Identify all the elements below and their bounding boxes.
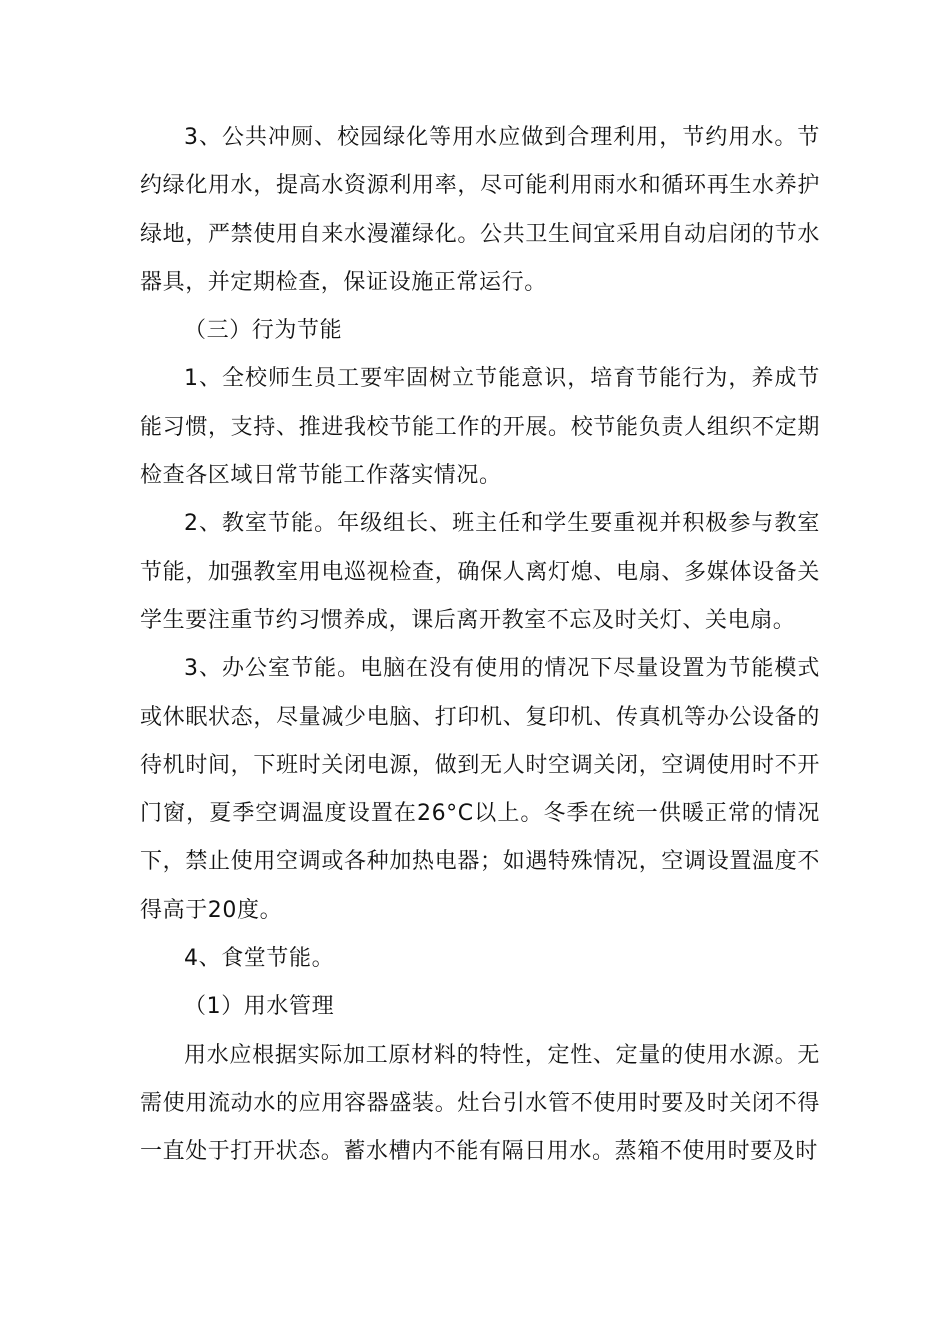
paragraph-public-water: 3、公共冲厕、校园绿化等用水应做到合理利用，节约用水。节约绿化用水，提高水资源利用率，尽可能利用雨水和循环再生水养护绿地，严禁使用自来水漫灌绿化。公共卫生间宜采用自动启闭的节水器具，并定期检查，保证设施正常运行。 (140, 125, 820, 295)
paragraph-water-usage: 用水应根据实际加工原材料的特性，定性、定量的使用水源。无需使用流动水的应用容器盛装。灶台引水管不使用时要及时关闭不得一直处于打开状态。蓄水槽内不能有隔日用水。蒸箱不使用时要及时 (140, 1042, 820, 1165)
paragraph-canteen-energy: 4、食堂节能。 (184, 946, 335, 972)
section-heading-behavior-energy: （三）行为节能 (184, 318, 343, 344)
paragraph-classroom-energy: 2、教室节能。年级组长、班主任和学生要重视并积极参与教室节能，加强教室用电巡视检查，确保人离灯熄、电扇、多媒体设备关学生要注重节约习惯养成，课后离开教室不忘及时关灯、关电扇。 (140, 511, 820, 633)
subheading-water-management: （1）用水管理 (184, 994, 335, 1020)
paragraph-office-energy: 3、办公室节能。电脑在没有使用的情况下尽量设置为节能模式或休眠状态，尽量减少电脑、打印机、复印机、传真机等办公设备的待机时间，下班时关闭电源，做到无人时空调关闭，空调使用时不开门窗，夏季空调温度设置在26°C以上。冬季在统一供暖正常的情况下，禁止使用空调或各种加热电器；如遇特殊情况，空调设置温度不得高于20度。 (140, 656, 820, 923)
paragraph-energy-awareness: 1、全校师生员工要牢固树立节能意识，培育节能行为，养成节能习惯，支持、推进我校节能工作的开展。校节能负责人组织不定期检查各区域日常节能工作落实情况。 (140, 366, 820, 489)
document-body (140, 114, 820, 1177)
